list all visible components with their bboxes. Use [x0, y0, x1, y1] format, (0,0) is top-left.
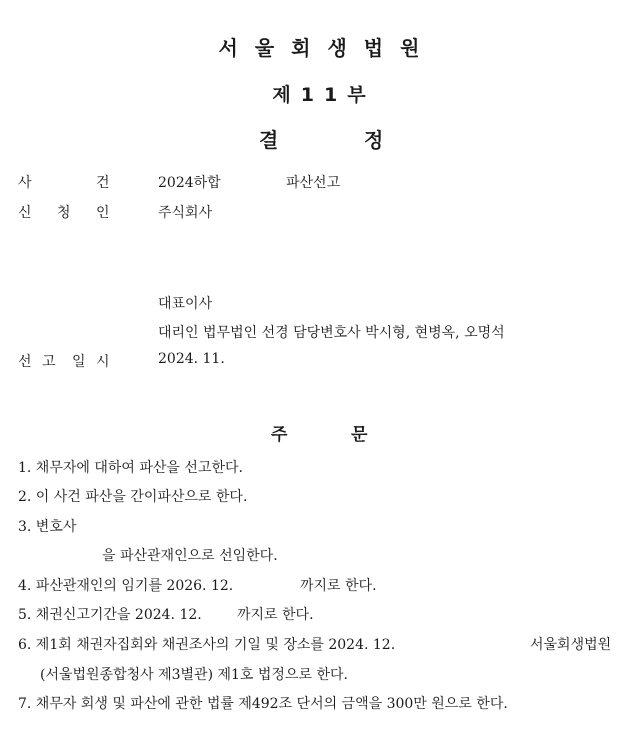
case-label-char-1: 사: [18, 175, 32, 191]
order-item-6-place: 서울회생법원: [530, 637, 612, 653]
order-item-2: 2. 이 사건 파산을 간이파산으로 한다.: [18, 489, 248, 505]
order-item-5: 5. 채권신고기간을 2024. 12.: [18, 607, 202, 623]
date-label-char-2: 고: [42, 354, 56, 370]
applicant-label-char-3: 인: [96, 205, 110, 221]
applicant-label-char-1: 신: [18, 205, 32, 221]
applicant-label-char-2: 청: [57, 205, 71, 221]
order-item-7: 7. 채무자 회생 및 파산에 관한 법률 제492조 단서의 금액을 300만 원으로 한다.: [18, 696, 508, 712]
document-title-second: 정: [364, 128, 384, 152]
date-label-char-1: 선: [18, 354, 32, 370]
document-title-first: 결: [259, 128, 279, 152]
division-name: 제11부: [272, 84, 376, 106]
representative: 대표이사: [158, 296, 213, 312]
order-item-3: 3. 변호사: [18, 519, 77, 535]
order-item-4-continued: 까지로 한다.: [300, 578, 377, 594]
legal-agent: 대리인 법무법인 선경 담당변호사 박시형, 현병옥, 오명석: [158, 325, 505, 341]
order-item-6-continued: (서울법원종합청사 제3별관) 제1호 법정으로 한다.: [40, 667, 348, 683]
order-item-6: 6. 제1회 채권자집회와 채권조사의 기일 및 장소를 2024. 12.: [18, 637, 396, 653]
order-item-4: 4. 파산관재인의 임기를 2026. 12.: [18, 578, 234, 594]
order-item-1: 1. 채무자에 대하여 파산을 선고한다.: [18, 460, 243, 476]
order-title-first: 주: [271, 425, 288, 445]
court-name: 서울회생법원: [218, 36, 437, 60]
order-title-second: 문: [351, 425, 368, 445]
order-item-5-continued: 까지로 한다.: [237, 607, 314, 623]
case-label-char-2: 건: [96, 175, 110, 191]
declaration-date: 2024. 11.: [158, 351, 225, 367]
date-label-char-4: 시: [96, 354, 110, 370]
applicant-value: 주식회사: [158, 205, 213, 221]
case-number: 2024하합: [158, 175, 221, 191]
order-item-3-continued: 을 파산관재인으로 선임한다.: [102, 548, 278, 564]
case-name: 파산선고: [286, 175, 341, 191]
date-label-char-3: 일: [72, 354, 86, 370]
